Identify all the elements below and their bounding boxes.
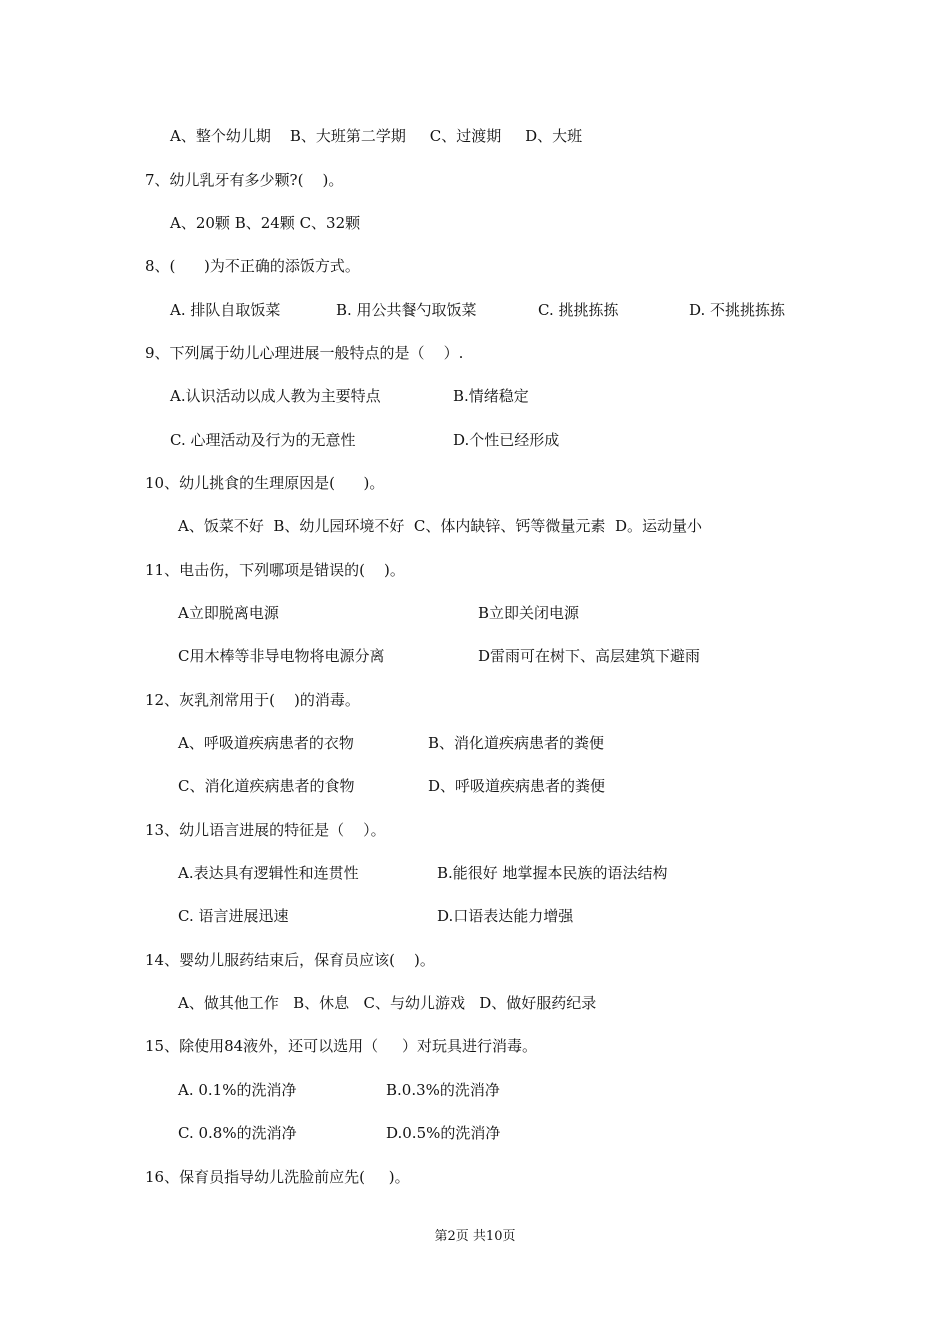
question-13: 13、幼儿语言进展的特征是（ ）。: [145, 821, 386, 839]
q15-option-b: B.0.3%的洗消净: [386, 1081, 500, 1099]
q12-option-d: D、呼吸道疾病患者的粪便: [428, 777, 606, 795]
q9-option-d: D.个性已经形成: [453, 431, 560, 449]
q9-option-b: B.情绪稳定: [453, 387, 529, 405]
q13-option-d: D.口语表达能力增强: [437, 907, 574, 925]
q11-option-c: C用木棒等非导电物将电源分离: [178, 647, 385, 665]
q15-option-c: C. 0.8%的洗消净: [178, 1124, 297, 1142]
q11-option-d: D雷雨可在树下、高层建筑下避雨: [478, 647, 701, 665]
question-15: 15、除使用84液外，还可以选用（ ）对玩具进行消毒。: [145, 1037, 538, 1055]
question-9: 9、下列属于幼儿心理进展一般特点的是（ ）.: [145, 344, 464, 362]
q8-option-d: D. 不挑挑拣拣: [689, 301, 786, 319]
q11-option-a: A立即脱离电源: [178, 604, 279, 622]
q15-option-a: A. 0.1%的洗消净: [178, 1081, 297, 1099]
q9-option-c: C. 心理活动及行为的无意性: [170, 431, 356, 449]
q8-option-b: B. 用公共餐勺取饭菜: [336, 301, 477, 319]
q9-option-a: A.认识活动以成人教为主要特点: [170, 387, 381, 405]
q12-option-b: B、消化道疾病患者的粪便: [428, 734, 605, 752]
question-14: 14、婴幼儿服药结束后，保育员应该( )。: [145, 951, 435, 969]
q10-options: A、饭菜不好 B、幼儿园环境不好 C、体内缺锌、钙等微量元素 D。运动量小: [178, 517, 702, 535]
q13-option-b: B.能很好 地掌握本民族的语法结构: [437, 864, 668, 882]
q11-option-b: B立即关闭电源: [478, 604, 580, 622]
page-footer: 第2页 共10页: [434, 1229, 516, 1244]
q13-option-a: A.表达具有逻辑性和连贯性: [178, 864, 359, 882]
question-7: 7、幼儿乳牙有多少颗?( )。: [145, 171, 344, 189]
q7-options: A、20颗 B、24颗 C、32颗: [170, 214, 361, 232]
q8-option-a: A. 排队自取饭菜: [170, 301, 281, 319]
q8-option-c: C. 挑挑拣拣: [538, 301, 619, 319]
question-16: 16、保育员指导幼儿洗脸前应先( )。: [145, 1168, 410, 1186]
question-8: 8、( )为不正确的添饭方式。: [145, 257, 360, 275]
question-10: 10、幼儿挑食的生理原因是( )。: [145, 474, 385, 492]
q15-option-d: D.0.5%的洗消净: [386, 1124, 501, 1142]
question-11: 11、电击伤，下列哪项是错误的( )。: [145, 561, 405, 579]
q14-options: A、做其他工作 B、休息 C、与幼儿游戏 D、做好服药纪录: [178, 994, 597, 1012]
q12-option-a: A、呼吸道疾病患者的衣物: [178, 734, 354, 752]
q13-option-c: C. 语言进展迅速: [178, 907, 289, 925]
question-12: 12、灰乳剂常用于( )的消毒。: [145, 691, 360, 709]
q12-option-c: C、消化道疾病患者的食物: [178, 777, 355, 795]
q6-options: A、整个幼儿期 B、大班第二学期 C、过渡期 D、大班: [170, 127, 583, 145]
